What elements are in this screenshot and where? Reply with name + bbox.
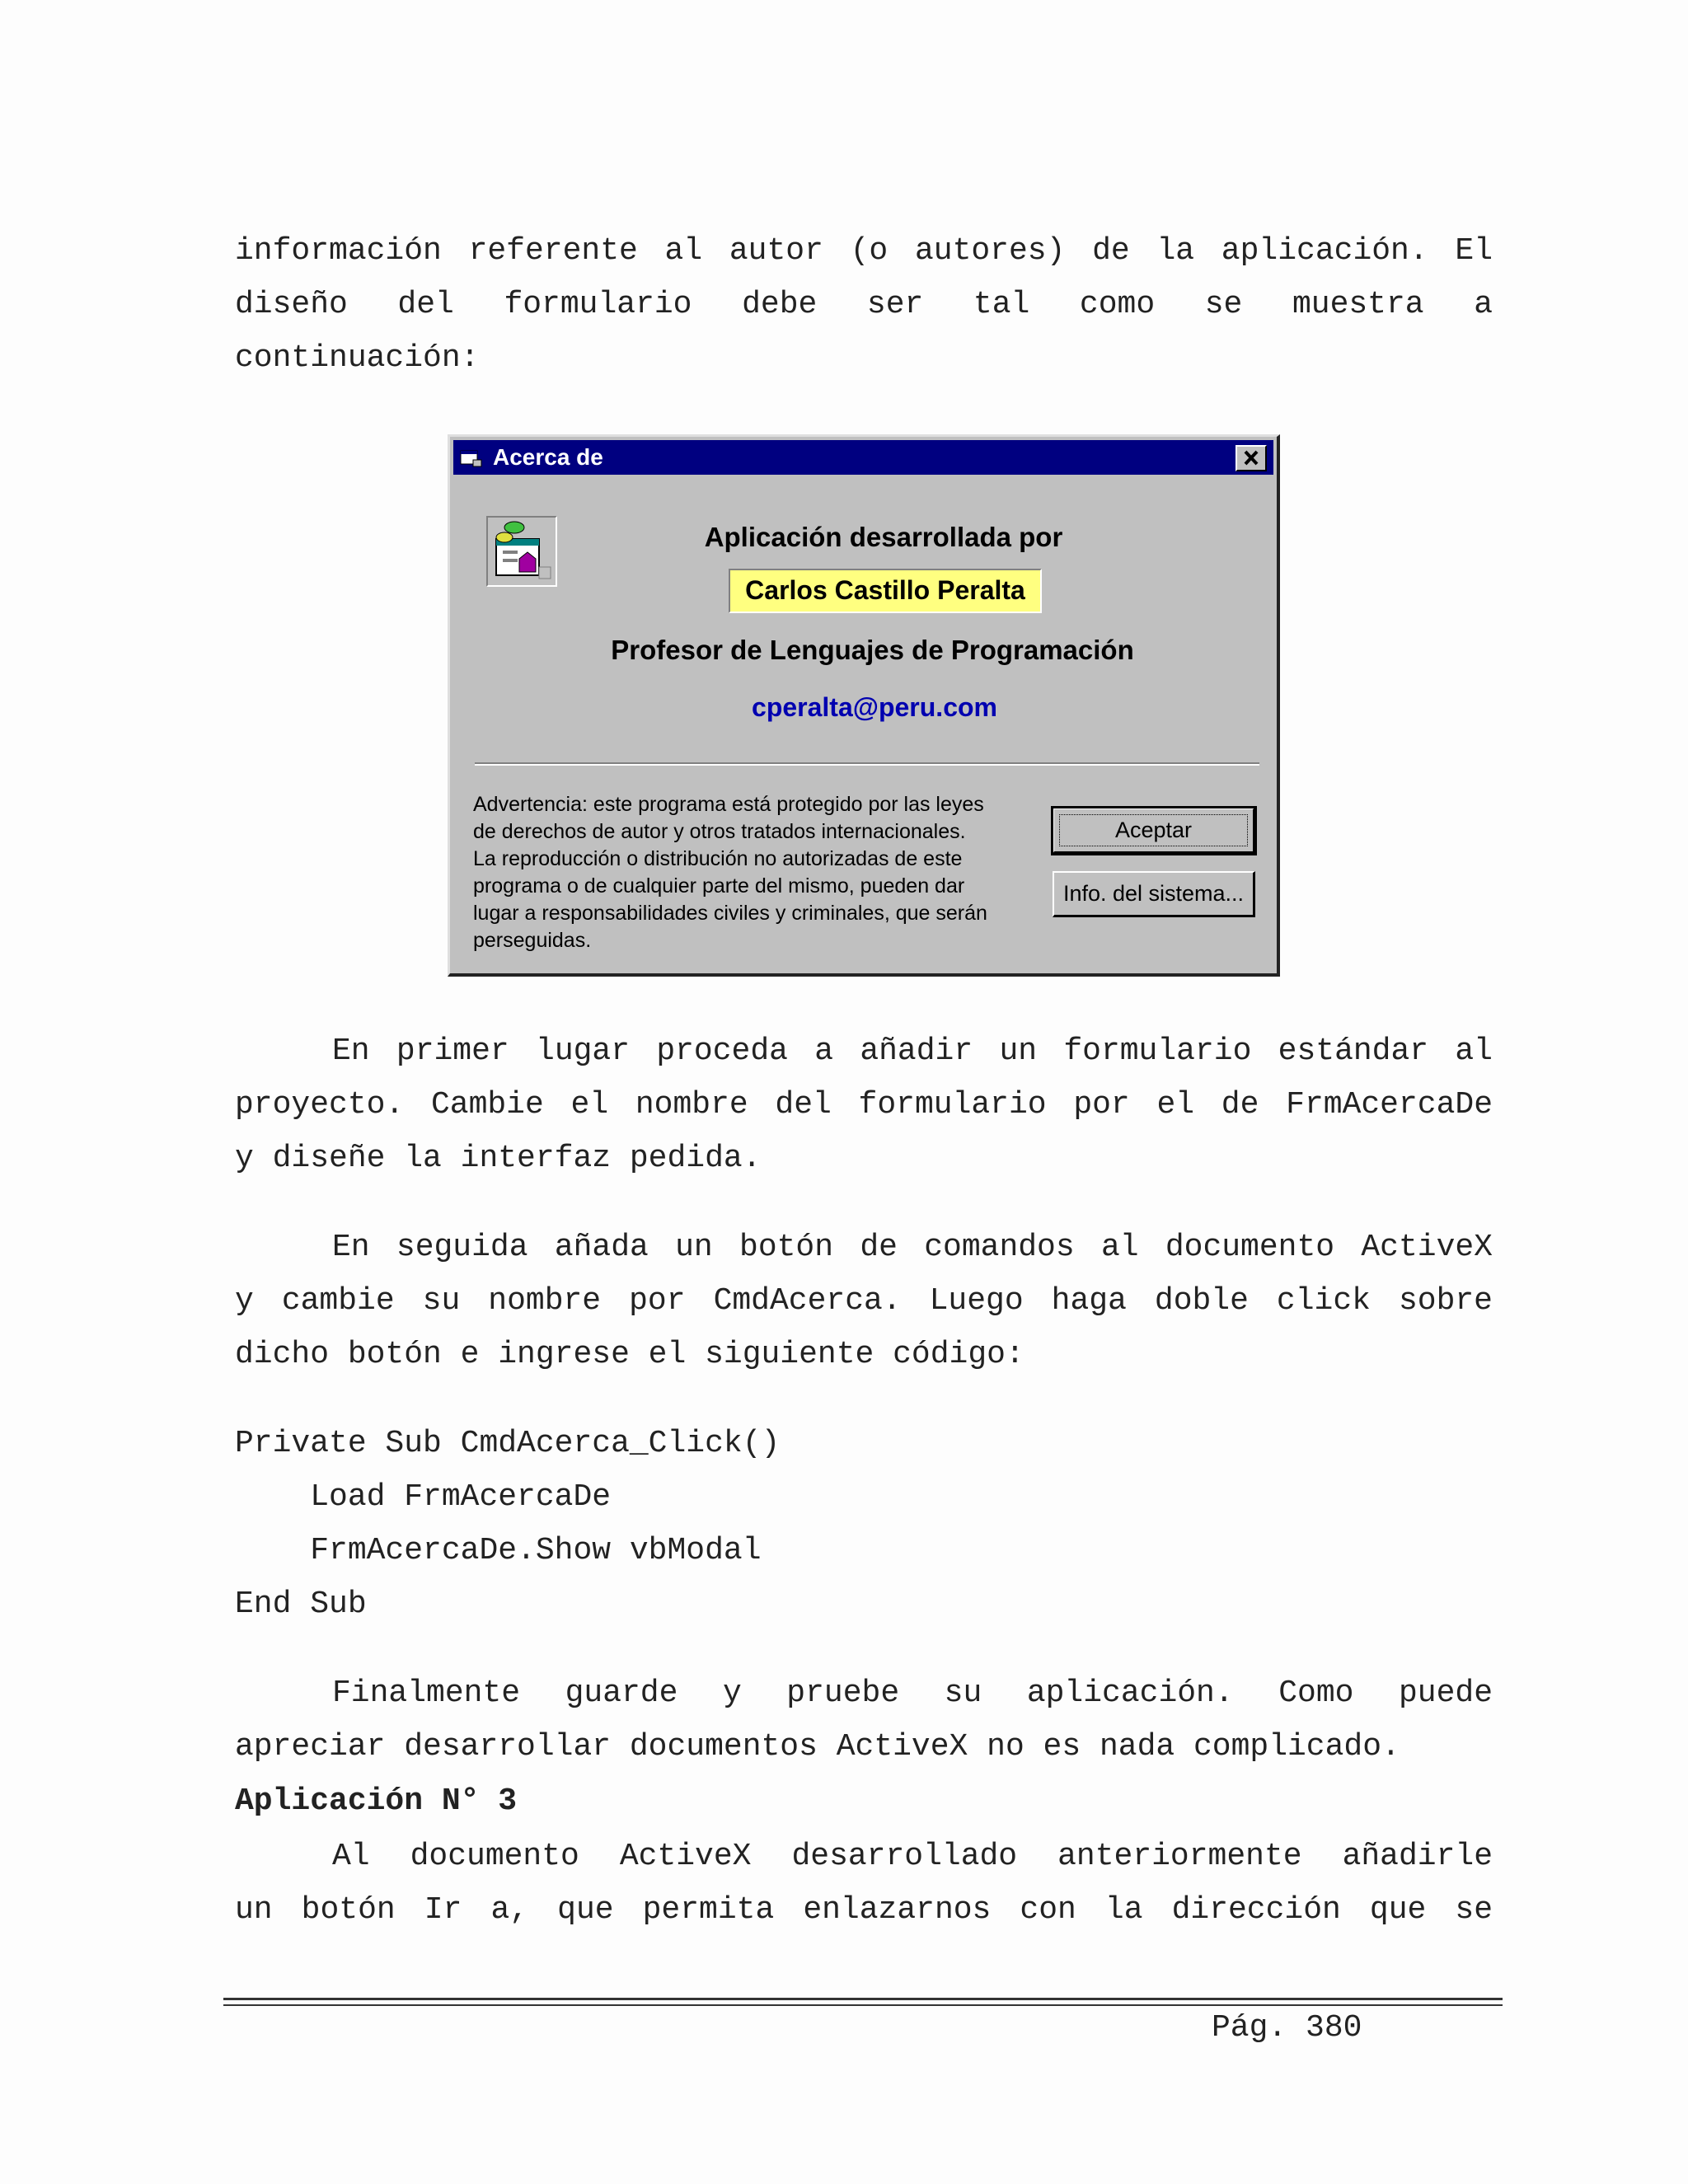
code-line: FrmAcercaDe.Show vbModal — [235, 1533, 762, 1568]
footer-rule-bottom — [223, 2004, 1503, 2006]
warning-line: Advertencia: este programa está protegido por las leyes — [473, 793, 984, 816]
para2-line-2: y cambie su nombre por CmdAcerca. Luego haga doble click sobre — [235, 1283, 1493, 1319]
window-icon — [460, 448, 483, 467]
author-role: Profesor de Lenguajes de Programación — [611, 635, 1134, 665]
warning-line: de derechos de autor y otros tratados internacionales. — [473, 820, 966, 843]
ok-button[interactable] — [1053, 808, 1255, 854]
warning-line: lugar a responsabilidades civiles y criminales, que serán — [473, 902, 987, 925]
system-info-button[interactable]: Info. del sistema... — [1053, 871, 1255, 917]
dialog-separator — [475, 762, 1259, 766]
intro-line-1: información referente al autor (o autores) de la aplicación. El — [235, 233, 1493, 269]
dialog-heading: Aplicación desarrollada por — [704, 522, 1063, 552]
code-line: Load FrmAcercaDe — [235, 1479, 612, 1515]
about-dialog — [448, 434, 1280, 977]
dialog-title: Acerca de — [493, 444, 603, 470]
code-line: Private Sub CmdAcerca_Click() — [235, 1426, 781, 1461]
para1-line-3: y diseñe la interfaz pedida. — [235, 1141, 762, 1176]
code-line: End Sub — [235, 1586, 367, 1622]
para1-line-1: En primer lugar proceda a añadir un formulario estándar al — [332, 1033, 1493, 1069]
warning-line: perseguidas. — [473, 929, 592, 952]
author-email[interactable]: cperalta@peru.com — [752, 692, 997, 722]
ok-button-label: Aceptar — [1059, 814, 1248, 846]
footer-rule-top — [223, 1998, 1503, 2000]
para2-line-3: dicho botón e ingrese el siguiente código: — [235, 1337, 1025, 1372]
para3-line-1: Finalmente guarde y pruebe su aplicación. Como puede — [332, 1675, 1493, 1711]
para1-line-2: proyecto. Cambie el nombre del formulario por el de FrmAcercaDe — [235, 1087, 1493, 1122]
section-heading: Aplicación N° 3 — [235, 1783, 518, 1819]
para4-line-1: Al documento ActiveX desarrollado anteriormente añadirle — [332, 1839, 1493, 1874]
warning-line: La reproducción o distribución no autorizadas de este — [473, 847, 963, 870]
intro-line-2: diseño del formulario debe ser tal como se muestra a — [235, 287, 1493, 322]
warning-text — [473, 791, 1058, 954]
para2-line-1: En seguida añada un botón de comandos al documento ActiveX — [332, 1230, 1493, 1265]
page-number: Pág. 380 — [1212, 2010, 1362, 2046]
para4-line-2: un botón Ir a, que permita enlazarnos con la dirección que se — [235, 1892, 1493, 1928]
close-button[interactable] — [1236, 445, 1267, 471]
intro-line-3: continuación: — [235, 340, 480, 376]
close-icon — [1237, 447, 1265, 470]
author-name-box: Carlos Castillo Peralta — [729, 569, 1042, 613]
warning-line: programa o de cualquier parte del mismo, pueden dar — [473, 874, 965, 898]
para3-line-2: apreciar desarrollar documentos ActiveX no es nada complicado. — [235, 1729, 1400, 1765]
dialog-titlebar — [453, 440, 1273, 475]
